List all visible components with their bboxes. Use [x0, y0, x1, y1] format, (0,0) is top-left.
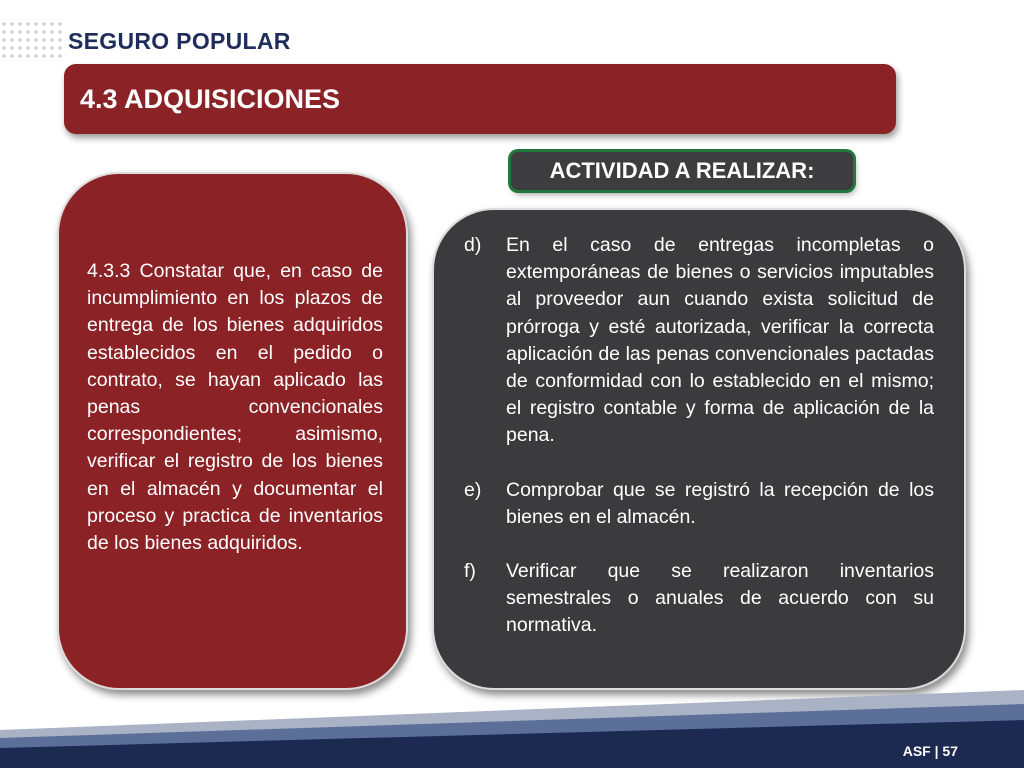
section-title: 4.3 ADQUISICIONES	[80, 84, 341, 114]
item-text: Verificar que se realizaron inventarios semestrales o anuales de acuerdo con su normativa.	[506, 560, 934, 637]
footer-separator: |	[934, 743, 939, 759]
activity-label: ACTIVIDAD A REALIZAR:	[511, 152, 853, 190]
activity-item-e	[464, 477, 934, 531]
footer-brand: ASF	[902, 743, 931, 759]
activity-item-d	[464, 232, 934, 450]
item-marker: d)	[464, 234, 482, 256]
decorative-dot-grid	[0, 20, 62, 60]
activity-panel	[432, 208, 966, 690]
page-number	[903, 743, 958, 759]
footer-page: 57	[942, 743, 958, 759]
section-title-bar	[64, 64, 896, 134]
item-marker: f)	[464, 560, 476, 583]
footer-band	[0, 690, 1024, 768]
activity-list	[464, 232, 934, 667]
item-text: En el caso de entregas incompletas o extemporáneas de bienes o servicios imputables al proveedor aun cuando exista solicitud de prórroga y esté autorizada, verificar la correcta aplicación de las penas convencionales pactadas de conformidad con lo establecido en el mismo; el registro contable y forma de aplicación de la pena.	[506, 234, 934, 447]
organization-title: SEGURO POPULAR	[68, 28, 291, 54]
item-marker: e)	[464, 478, 482, 501]
activity-item-f	[464, 558, 934, 640]
procedure-panel	[57, 172, 408, 690]
procedure-text: 4.3.3 Constatar que, en caso de incumplimiento en los plazos de entrega de los bienes adquiridos establecidos en el pedido o contrato, se hayan aplicado las penas convencionales correspondientes; asimismo, verificar el registro de los bienes en el almacén y documentar el proceso y practica de inventarios de los bienes adquiridos.	[87, 260, 383, 555]
item-text: Comprobar que se registró la recepción de los bienes en el almacén.	[506, 478, 934, 528]
